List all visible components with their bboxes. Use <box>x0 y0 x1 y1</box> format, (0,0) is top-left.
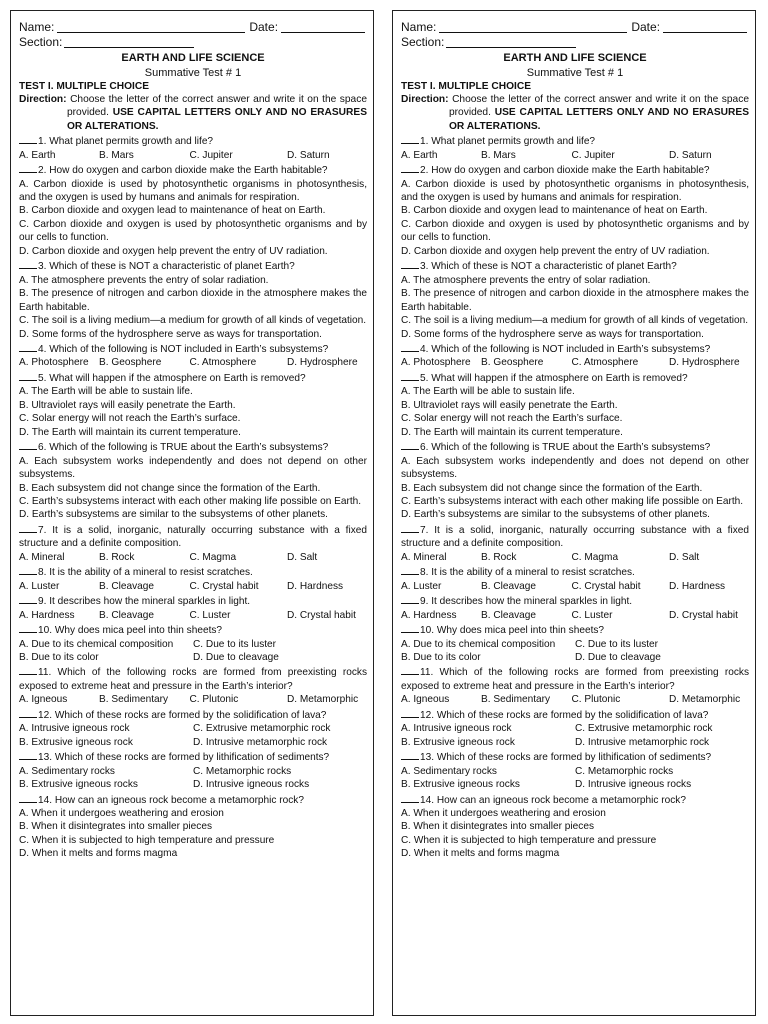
direction-label: Direction: <box>19 94 67 105</box>
answer-blank[interactable] <box>19 133 37 144</box>
section-row <box>19 35 367 50</box>
question-text: 11. Which of the following rocks are formed from preexisting rocks exposed to extreme heat and pressure in the Earth’s interior? <box>401 667 749 692</box>
answer-option: D. Saturn <box>668 149 712 161</box>
test-sheet-right <box>392 10 756 1016</box>
question-7 <box>19 522 367 551</box>
date-field[interactable] <box>663 20 747 33</box>
answer-option: D. Metamorphic <box>286 694 359 706</box>
question-text: 6. Which of the following is TRUE about the Earth’s subsystems? <box>38 442 329 454</box>
answer-option: A. Mineral <box>19 551 65 563</box>
answer-option: C. Carbon dioxide and oxygen is used by photosynthetic organisms and by our cells to function. <box>401 218 749 244</box>
answer-option: C. Luster <box>189 609 231 621</box>
answer-option: A. Due to its chemical composition <box>401 638 556 650</box>
section-label: Section: <box>401 35 445 49</box>
answer-option: C. Carbon dioxide and oxygen is used by photosynthetic organisms and by our cells to function. <box>19 218 367 244</box>
answer-option: B. When it disintegrates into smaller pieces <box>401 821 594 833</box>
answer-option: B. Extrusive igneous rocks <box>19 779 138 791</box>
question-text: 3. Which of these is NOT a characteristic of planet Earth? <box>420 261 677 273</box>
answer-option: A. Hardness <box>19 609 75 621</box>
answer-option: D. The Earth will maintain its current temperature. <box>19 426 241 438</box>
answer-option: C. The soil is a living medium—a medium for growth of all kinds of vegetation. <box>401 315 749 327</box>
question-5 <box>19 370 367 385</box>
answer-option: D. Salt <box>286 551 318 563</box>
answer-option: C. Crystal habit <box>189 580 259 592</box>
answer-option: D. The Earth will maintain its current temperature. <box>401 426 623 438</box>
answer-option: B. Due to its color <box>19 651 99 663</box>
question-7 <box>401 522 749 551</box>
question-12 <box>19 707 367 722</box>
answer-option: D. Earth’s subsystems are similar to the subsystems of other planets. <box>401 509 710 521</box>
question-text: 12. Which of these rocks are formed by the solidification of lava? <box>420 709 709 721</box>
answer-option: A. The atmosphere prevents the entry of solar radiation. <box>401 274 651 286</box>
answer-option: C. Atmosphere <box>571 357 639 369</box>
question-text: 14. How can an igneous rock become a metamorphic rock? <box>38 794 304 806</box>
options-row <box>19 765 367 792</box>
answer-option: B. Extrusive igneous rocks <box>401 779 520 791</box>
answer-blank[interactable] <box>401 341 419 352</box>
answer-option: D. Hardness <box>286 580 344 592</box>
answer-option: C. Magma <box>571 551 619 563</box>
answer-option: B. Due to its color <box>401 651 481 663</box>
answer-option: D. Hydrosphere <box>286 357 358 369</box>
answer-option: A. Each subsystem works independently and does not depend on other subsystems. <box>19 455 367 481</box>
question-6 <box>401 439 749 454</box>
question-10 <box>401 622 749 637</box>
test-title: Summative Test # 1 <box>526 67 624 79</box>
question-text: 6. Which of the following is TRUE about the Earth’s subsystems? <box>420 442 711 454</box>
answer-option: C. Luster <box>571 609 613 621</box>
answer-option: B. Rock <box>481 551 517 563</box>
question-12 <box>401 707 749 722</box>
answer-blank[interactable] <box>401 593 419 604</box>
answer-option: B. Mars <box>99 149 134 161</box>
name-label: Name: <box>19 20 55 34</box>
answer-option: D. Hardness <box>668 580 726 592</box>
question-text: 7. It is a solid, inorganic, naturally occurring substance with a fixed structure and a definite composition. <box>401 524 749 550</box>
answer-option: B. Geosphere <box>99 357 162 369</box>
options-row <box>401 580 749 593</box>
question-text: 5. What will happen if the atmosphere on Earth is removed? <box>420 372 688 384</box>
subject-title: EARTH AND LIFE SCIENCE <box>121 52 265 64</box>
direction-label: Direction: <box>401 94 449 105</box>
answer-blank[interactable] <box>401 749 419 760</box>
answer-blank[interactable] <box>19 707 37 718</box>
name-label: Name: <box>401 20 437 34</box>
options-row <box>401 356 749 369</box>
question-text: 8. It is the ability of a mineral to resist scratches. <box>420 567 635 579</box>
options-row <box>19 693 367 706</box>
answer-option: C. Plutonic <box>571 694 621 706</box>
answer-option: A. Earth <box>401 149 438 161</box>
answer-option: B. Extrusive igneous rock <box>401 736 515 748</box>
name-date-row <box>19 20 367 35</box>
question-11 <box>401 664 749 693</box>
question-8 <box>19 564 367 579</box>
name-date-row <box>401 20 749 35</box>
test-title: Summative Test # 1 <box>144 67 242 79</box>
question-text: 9. It describes how the mineral sparkles in light. <box>420 596 633 608</box>
answer-option: A. Mineral <box>401 551 447 563</box>
answer-option: C. Due to its luster <box>193 638 277 650</box>
answer-option: A. When it undergoes weathering and erosion <box>19 807 224 819</box>
answer-option: B. Each subsystem did not change since the formation of the Earth. <box>19 482 321 494</box>
answer-blank[interactable] <box>19 162 37 173</box>
answer-blank[interactable] <box>19 564 37 575</box>
question-11 <box>19 664 367 693</box>
question-9 <box>19 593 367 608</box>
answer-option: C. Magma <box>189 551 237 563</box>
answer-option: C. Jupiter <box>189 149 233 161</box>
date-label: Date: <box>249 20 279 34</box>
answer-blank[interactable] <box>401 522 419 533</box>
section-field[interactable] <box>446 35 576 48</box>
answer-option: C. Plutonic <box>189 694 239 706</box>
question-text: 3. Which of these is NOT a characteristic of planet Earth? <box>38 261 295 273</box>
answer-option: D. When it melts and forms magma <box>19 848 178 860</box>
answer-blank[interactable] <box>19 749 37 760</box>
section-row <box>401 35 749 50</box>
answer-option: D. When it melts and forms magma <box>401 848 560 860</box>
answer-blank[interactable] <box>401 439 419 450</box>
question-text: 7. It is a solid, inorganic, naturally occurring substance with a fixed structure and a definite composition. <box>19 524 367 550</box>
answer-option: C. Earth’s subsystems interact with each other making life possible on Earth. <box>401 496 744 507</box>
question-text: 12. Which of these rocks are formed by the solidification of lava? <box>38 709 327 721</box>
answer-option: D. Crystal habit <box>286 609 356 621</box>
name-field[interactable] <box>57 20 245 33</box>
answer-blank[interactable] <box>401 564 419 575</box>
answer-option: A. Earth <box>19 149 56 161</box>
options-row <box>19 580 367 593</box>
answer-option: B. Carbon dioxide and oxygen lead to maintenance of heat on Earth. <box>19 205 326 217</box>
question-list <box>401 133 749 861</box>
answer-option: C. When it is subjected to high temperature and pressure <box>19 834 275 846</box>
answer-option: B. The presence of nitrogen and carbon dioxide in the atmosphere makes the Earth habitable. <box>401 288 749 313</box>
answer-option: A. Carbon dioxide is used by photosynthetic organisms in photosynthesis, and the oxygen is used by humans and animals for respiration. <box>19 178 367 204</box>
answer-option: C. Solar energy will not reach the Earth’s surface. <box>19 413 241 425</box>
question-text: 5. What will happen if the atmosphere on Earth is removed? <box>38 372 306 384</box>
answer-option: D. Intrusive igneous rocks <box>193 779 310 791</box>
answer-option: A. Due to its chemical composition <box>19 638 174 650</box>
answer-option: A. Photosphere <box>19 357 89 369</box>
question-3 <box>19 258 367 273</box>
answer-blank[interactable] <box>19 439 37 450</box>
answer-option: B. Cleavage <box>481 580 537 592</box>
answer-option: C. Atmosphere <box>189 357 257 369</box>
answer-blank[interactable] <box>401 133 419 144</box>
options-row <box>19 638 367 665</box>
options-row <box>401 638 749 665</box>
question-text: 13. Which of these rocks are formed by lithification of sediments? <box>420 752 712 764</box>
answer-option: A. Luster <box>401 580 442 592</box>
question-14 <box>401 792 749 807</box>
answer-option: A. Photosphere <box>401 357 471 369</box>
question-14 <box>19 792 367 807</box>
answer-option: B. Sedimentary <box>481 694 551 706</box>
answer-option: B. The presence of nitrogen and carbon dioxide in the atmosphere makes the Earth habitable. <box>19 288 367 313</box>
question-10 <box>19 622 367 637</box>
direction-bold-text: USE CAPITAL LETTERS ONLY AND NO ERASURES OR ALTERATIONS. <box>449 107 749 132</box>
options-row <box>401 551 749 564</box>
answer-blank[interactable] <box>401 370 419 381</box>
answer-option: A. The Earth will be able to sustain life. <box>19 386 193 398</box>
answer-option: B. Cleavage <box>99 609 155 621</box>
answer-option: B. When it disintegrates into smaller pieces <box>19 821 212 833</box>
question-text: 10. Why does mica peel into thin sheets? <box>38 625 223 637</box>
direction-bold-text: USE CAPITAL LETTERS ONLY AND NO ERASURES OR ALTERATIONS. <box>67 107 367 132</box>
answer-option: A. Sedimentary rocks <box>401 765 497 777</box>
direction <box>19 93 367 133</box>
answer-blank[interactable] <box>401 707 419 718</box>
answer-blank[interactable] <box>19 664 37 675</box>
answer-option: C. Earth’s subsystems interact with each other making life possible on Earth. <box>19 496 362 507</box>
answer-option: D. Due to cleavage <box>575 651 661 663</box>
answer-option: C. Crystal habit <box>571 580 641 592</box>
question-text: 1. What planet permits growth and life? <box>38 136 214 148</box>
answer-option: C. When it is subjected to high temperature and pressure <box>401 834 657 846</box>
question-text: 10. Why does mica peel into thin sheets? <box>420 625 605 637</box>
question-text: 2. How do oxygen and carbon dioxide make the Earth habitable? <box>38 165 328 177</box>
answer-option: B. Ultraviolet rays will easily penetrate the Earth. <box>401 399 618 411</box>
answer-option: A. Luster <box>19 580 60 592</box>
answer-option: D. Intrusive metamorphic rock <box>193 736 328 748</box>
question-text: 14. How can an igneous rock become a metamorphic rock? <box>420 794 686 806</box>
answer-option: D. Some forms of the hydrosphere serve as ways for transportation. <box>401 328 704 340</box>
question-text: 1. What planet permits growth and life? <box>420 136 596 148</box>
answer-option: B. Rock <box>99 551 135 563</box>
answer-blank[interactable] <box>19 258 37 269</box>
options-row <box>19 356 367 369</box>
options-row <box>401 765 749 792</box>
answer-option: B. Mars <box>481 149 516 161</box>
answer-option: C. Due to its luster <box>575 638 659 650</box>
question-text: 11. Which of the following rocks are formed from preexisting rocks exposed to extreme heat and pressure in the Earth’s interior? <box>19 667 367 692</box>
question-6 <box>19 439 367 454</box>
options-row <box>19 551 367 564</box>
direction-text: Choose the letter of the correct answer and write it on the space provided. <box>67 94 367 119</box>
answer-option: D. Hydrosphere <box>668 357 740 369</box>
answer-option: D. Carbon dioxide and oxygen help prevent the entry of UV radiation. <box>401 245 710 257</box>
answer-blank[interactable] <box>401 792 419 803</box>
answer-option: B. Carbon dioxide and oxygen lead to maintenance of heat on Earth. <box>401 205 708 217</box>
answer-blank[interactable] <box>19 593 37 604</box>
answer-option: A. The atmosphere prevents the entry of solar radiation. <box>19 274 269 286</box>
question-text: 9. It describes how the mineral sparkles in light. <box>38 596 251 608</box>
answer-option: D. Saturn <box>286 149 330 161</box>
answer-option: B. Ultraviolet rays will easily penetrate the Earth. <box>19 399 236 411</box>
answer-option: D. Some forms of the hydrosphere serve as ways for transportation. <box>19 328 322 340</box>
answer-option: D. Crystal habit <box>668 609 738 621</box>
question-13 <box>19 749 367 764</box>
section-field[interactable] <box>64 35 194 48</box>
options-row <box>401 609 749 622</box>
answer-blank[interactable] <box>19 370 37 381</box>
question-2 <box>19 162 367 177</box>
answer-option: C. Metamorphic rocks <box>575 765 674 777</box>
test-sheet-left <box>10 10 374 1016</box>
answer-option: D. Metamorphic <box>668 694 741 706</box>
answer-option: D. Salt <box>668 551 700 563</box>
answer-blank[interactable] <box>401 258 419 269</box>
section-label: Section: <box>19 35 63 49</box>
question-text: 2. How do oxygen and carbon dioxide make the Earth habitable? <box>420 165 710 177</box>
question-1 <box>401 133 749 148</box>
question-4 <box>19 341 367 356</box>
answer-option: B. Each subsystem did not change since the formation of the Earth. <box>401 482 703 494</box>
answer-option: D. Earth’s subsystems are similar to the subsystems of other planets. <box>19 509 328 521</box>
answer-option: A. Igneous <box>19 694 68 706</box>
options-row <box>19 609 367 622</box>
question-8 <box>401 564 749 579</box>
answer-option: D. Intrusive igneous rocks <box>575 779 692 791</box>
answer-blank[interactable] <box>19 622 37 633</box>
answer-option: B. Cleavage <box>99 580 155 592</box>
question-text: 4. Which of the following is NOT included in Earth’s subsystems? <box>38 344 329 356</box>
answer-option: D. Intrusive metamorphic rock <box>575 736 710 748</box>
date-label: Date: <box>631 20 661 34</box>
options-row <box>401 722 749 749</box>
question-text: 8. It is the ability of a mineral to resist scratches. <box>38 567 253 579</box>
answer-option: B. Geosphere <box>481 357 544 369</box>
name-field[interactable] <box>439 20 627 33</box>
answer-option: A. Carbon dioxide is used by photosynthetic organisms in photosynthesis, and the oxygen is used by humans and animals for respiration. <box>401 178 749 204</box>
options-row <box>401 693 749 706</box>
direction <box>401 93 749 133</box>
question-5 <box>401 370 749 385</box>
answer-option: C. Jupiter <box>571 149 615 161</box>
question-4 <box>401 341 749 356</box>
question-13 <box>401 749 749 764</box>
options-row <box>19 722 367 749</box>
answer-option: C. Extrusive metamorphic rock <box>575 723 713 735</box>
answer-option: A. Intrusive igneous rock <box>401 723 512 735</box>
answer-option: B. Cleavage <box>481 609 537 621</box>
answer-option: A. Intrusive igneous rock <box>19 723 130 735</box>
question-9 <box>401 593 749 608</box>
answer-option: D. Carbon dioxide and oxygen help prevent the entry of UV radiation. <box>19 245 328 257</box>
subject-title: EARTH AND LIFE SCIENCE <box>503 52 647 64</box>
answer-option: A. Each subsystem works independently and does not depend on other subsystems. <box>401 455 749 481</box>
answer-option: A. Hardness <box>401 609 457 621</box>
answer-option: D. Due to cleavage <box>193 651 279 663</box>
answer-blank[interactable] <box>19 522 37 533</box>
answer-option: C. Metamorphic rocks <box>193 765 292 777</box>
answer-option: A. Igneous <box>401 694 450 706</box>
answer-option: C. Extrusive metamorphic rock <box>193 723 331 735</box>
options-row <box>401 149 749 162</box>
answer-blank[interactable] <box>19 792 37 803</box>
answer-option: A. The Earth will be able to sustain life. <box>401 386 575 398</box>
answer-blank[interactable] <box>401 162 419 173</box>
test-heading: TEST I. MULTIPLE CHOICE <box>401 81 531 92</box>
direction-text: Choose the letter of the correct answer and write it on the space provided. <box>449 94 749 119</box>
test-heading: TEST I. MULTIPLE CHOICE <box>19 81 149 92</box>
question-text: 4. Which of the following is NOT included in Earth’s subsystems? <box>420 344 711 356</box>
answer-blank[interactable] <box>401 622 419 633</box>
answer-blank[interactable] <box>401 664 419 675</box>
question-2 <box>401 162 749 177</box>
question-text: 13. Which of these rocks are formed by lithification of sediments? <box>38 752 330 764</box>
answer-option: C. Solar energy will not reach the Earth’s surface. <box>401 413 623 425</box>
date-field[interactable] <box>281 20 365 33</box>
answer-option: C. The soil is a living medium—a medium for growth of all kinds of vegetation. <box>19 315 367 327</box>
answer-option: B. Sedimentary <box>99 694 169 706</box>
answer-option: B. Extrusive igneous rock <box>19 736 133 748</box>
answer-blank[interactable] <box>19 341 37 352</box>
answer-option: A. When it undergoes weathering and erosion <box>401 807 606 819</box>
options-row <box>19 149 367 162</box>
answer-option: A. Sedimentary rocks <box>19 765 115 777</box>
question-list <box>19 133 367 861</box>
question-1 <box>19 133 367 148</box>
question-3 <box>401 258 749 273</box>
